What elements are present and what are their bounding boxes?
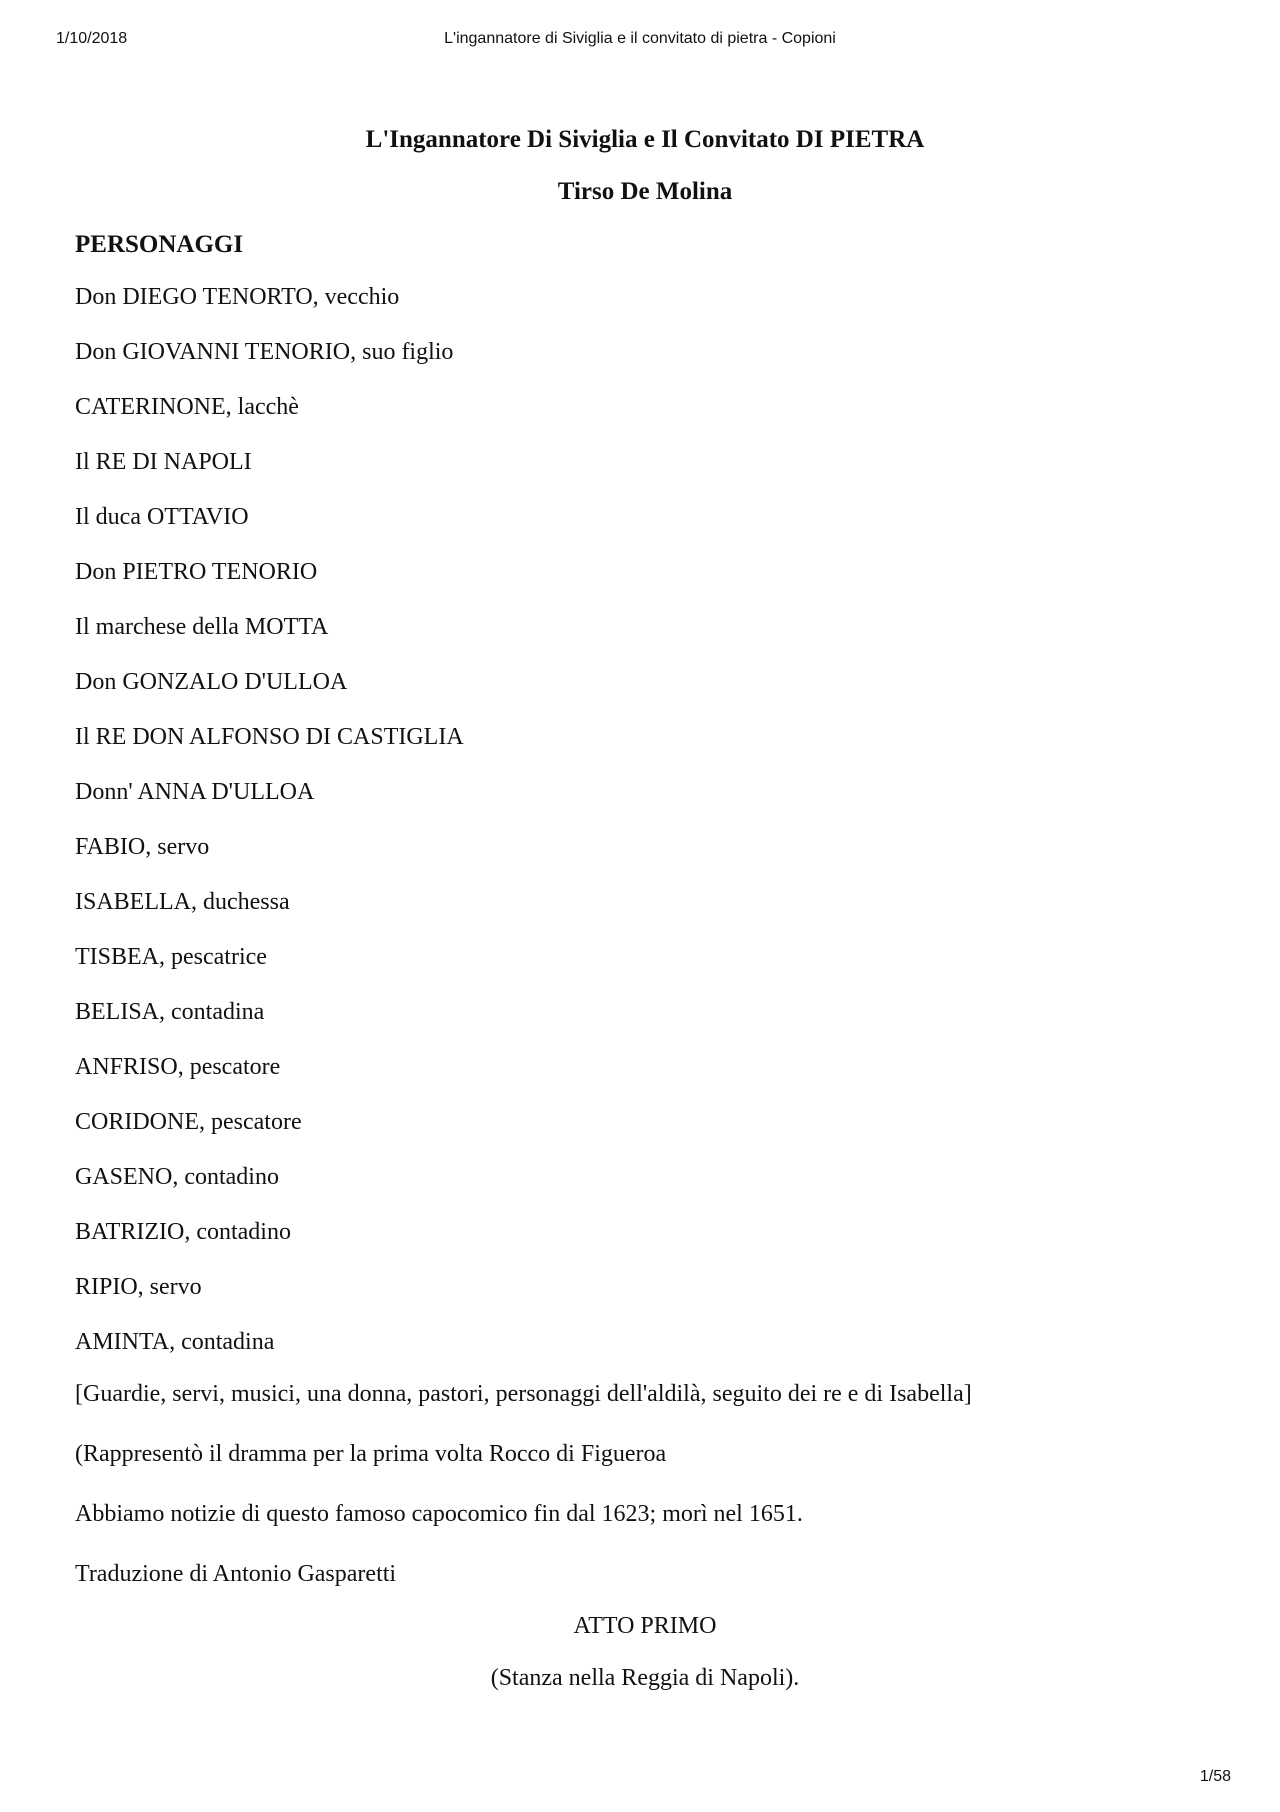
print-page-title: L'ingannatore di Siviglia e il convitato di pietra - Copioni [444,30,836,47]
character-item: BATRIZIO, contadino [75,1219,291,1245]
character-item: CORIDONE, pescatore [75,1109,302,1135]
act-title: ATTO PRIMO [573,1613,717,1639]
character-item: CATERINONE, lacchè [75,394,299,420]
character-item: Don PIETRO TENORIO [75,559,318,585]
character-item: Don DIEGO TENORTO, vecchio [75,284,400,310]
character-item: BELISA, contadina [75,999,265,1025]
print-date: 1/10/2018 [56,30,128,47]
characters-heading: PERSONAGGI [75,231,244,258]
page-number: 1/58 [1199,1768,1231,1785]
historical-note: Abbiamo notizie di questo famoso capocomico fin dal 1623; morì nel 1651. [75,1501,803,1527]
document-title: L'Ingannatore Di Siviglia e Il Convitato DI PIETRA [365,126,925,153]
character-item: ANFRISO, pescatore [75,1054,281,1080]
character-item: Il RE DI NAPOLI [75,449,252,475]
character-item: RIPIO, servo [75,1274,202,1300]
character-item: Il marchese della MOTTA [75,614,329,640]
document-body [75,126,1215,1693]
character-item: Il duca OTTAVIO [75,504,249,530]
print-header [0,30,1280,52]
character-item: GASENO, contadino [75,1164,279,1190]
character-item: Don GIOVANNI TENORIO, suo figlio [75,339,454,365]
first-performance-note: (Rappresentò il dramma per la prima volta Rocco di Figueroa [75,1441,667,1467]
translation-credit: Traduzione di Antonio Gasparetti [75,1561,397,1587]
character-item: TISBEA, pescatrice [75,944,267,970]
character-item: Donn' ANNA D'ULLOA [75,779,315,805]
character-item: AMINTA, contadina [75,1329,275,1355]
document-author: Tirso De Molina [557,178,733,205]
character-item: FABIO, servo [75,834,210,860]
character-item: ISABELLA, duchessa [75,889,290,915]
character-item: Il RE DON ALFONSO DI CASTIGLIA [75,724,464,750]
character-list [75,283,1215,1357]
extras-note: [Guardie, servi, musici, una donna, pastori, personaggi dell'aldilà, seguito dei re e di Isabella] [75,1381,972,1407]
character-item: Don GONZALO D'ULLOA [75,669,348,695]
scene-description: (Stanza nella Reggia di Napoli). [490,1665,800,1691]
